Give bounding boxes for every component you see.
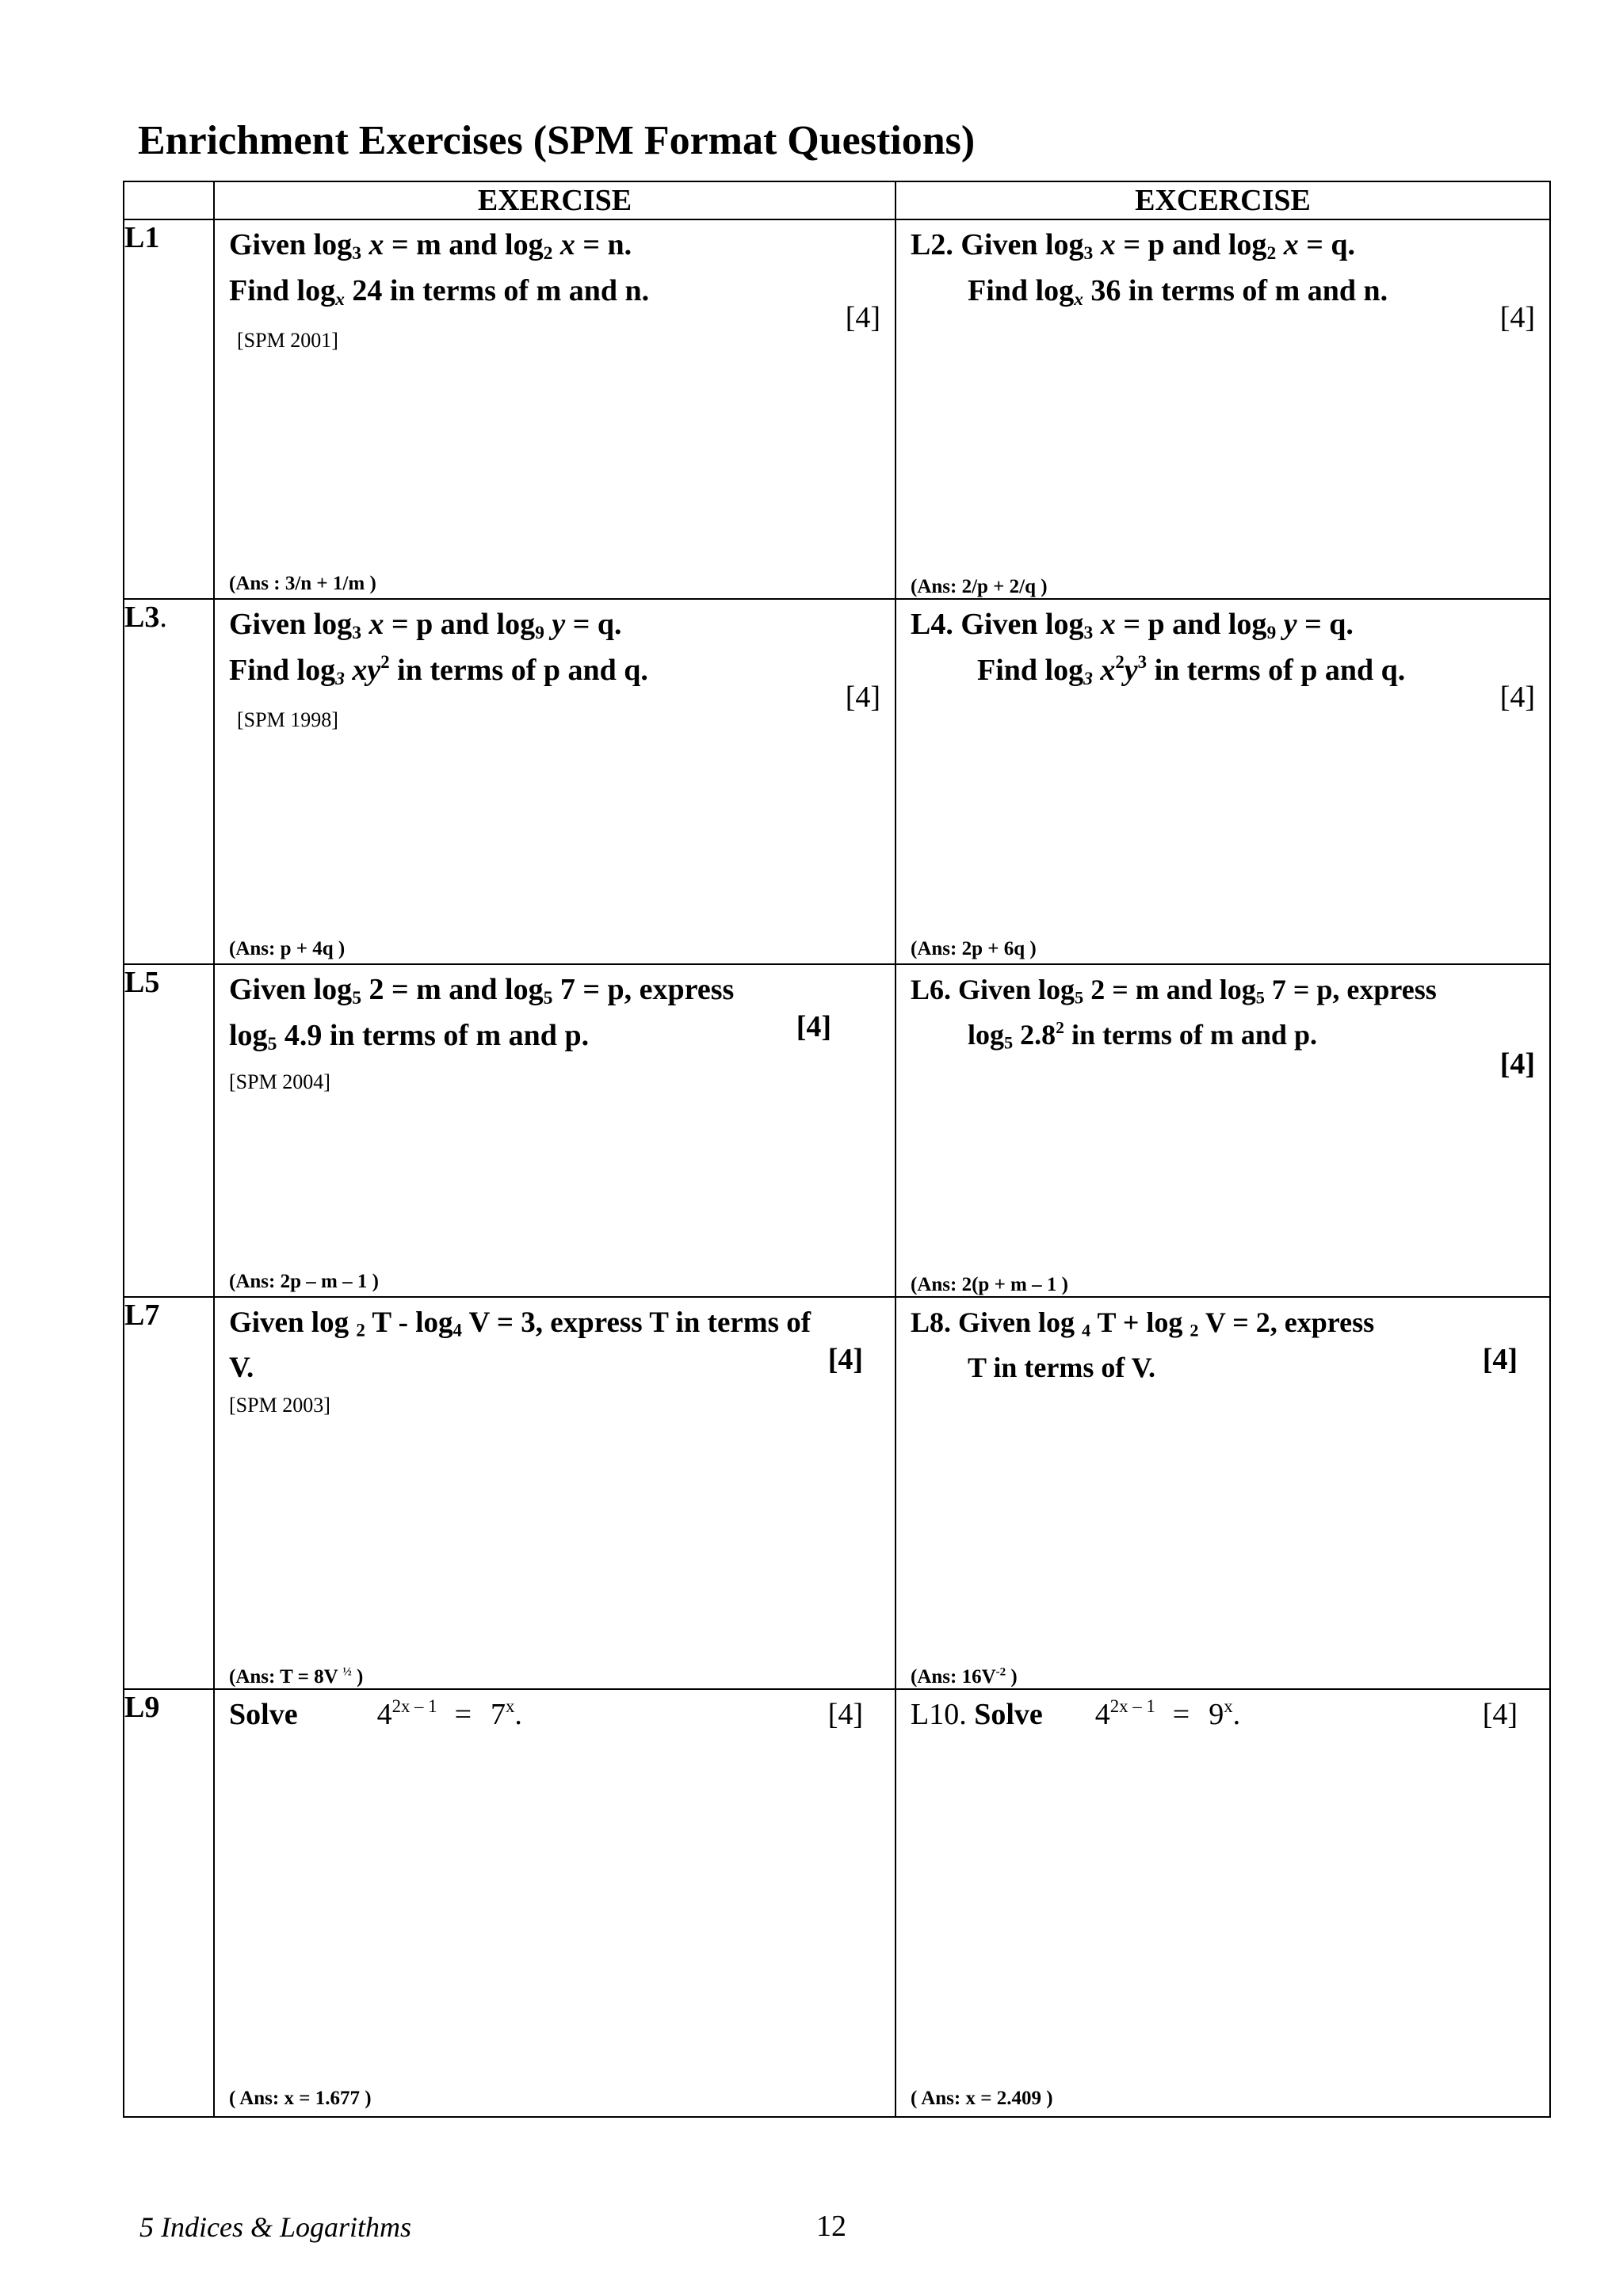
header-exercise-left: EXERCISE [214,181,896,219]
answer-note: (Ans: 2/p + 2/q ) [911,576,1048,597]
answer-note: (Ans: 2p – m – 1 ) [229,1271,379,1292]
source-note: [SPM 2003] [229,1393,330,1417]
marks: [4] [1499,681,1535,714]
marks: [4] [1499,1047,1535,1081]
source-note: [SPM 2004] [229,1070,330,1093]
question-l7: Given log $_2$ $T - \log_4 V = 3$, express T in terms of V. [SPM 2003] [4] (Ans: T = 8V $^{\frac{1}{2}}$ ) [214,1297,896,1689]
marks: [4] [1499,301,1535,334]
marks: [4] [845,301,880,334]
exercise-row [124,1297,1550,1689]
row-label: L7 [124,1297,214,1689]
answer-note: (Ans: $16V^{-2}$ ) [911,1665,1018,1688]
header-exercise-right: EXCERCISE [896,181,1550,219]
answer-note: (Ans: 2p + 6q ) [911,938,1037,959]
answer-note: ( Ans: x = 2.409 ) [911,2088,1053,2109]
question-l1: Given $\log_3 x = m$ and $\log_2 x = n$. Find $\log_x 24$ in terms of m and n. [SPM 2001] [4] (Ans : 3/n + 1/m ) [214,219,896,599]
answer-note: (Ans : 3/n + 1/m ) [229,573,376,594]
marks: [4] [1482,1698,1518,1731]
marks: [4] [827,1343,863,1376]
row-label: L1 [124,219,214,599]
table-header-row [124,181,1550,219]
exercise-row [124,964,1550,1297]
exercise-table [123,181,1551,2118]
source-note: [SPM 1998] [237,707,338,731]
answer-note: (Ans: 2(p + m – 1 ) [911,1274,1068,1295]
page-number: 12 [816,2210,846,2243]
exercise-row [124,599,1550,964]
question-l9: Solve $4^{2x - 1} = 7^x$. [4] ( Ans: x = 1.677 ) [214,1689,896,2117]
question-l4: L4. Given $\log_3 x = p$ and $\log_9 y = q$. Find $\log_3 x^2y^3$ in terms of p and q. [4] (Ans: 2p + 6q ) [896,599,1550,964]
exercise-row [124,1689,1550,2117]
question-l8: L8. Given log $_4$ T + log $_2$ V = 2, express T in terms of V. [4] (Ans: $16V^{-2}$ ) [896,1297,1550,1689]
question-l6: L6. Given $\log_5 2 = m$ and $\log_5 7 = p$, express $\log_5 2.8^2$ in terms of m and p. [4] (Ans: 2(p + m – 1 ) [896,964,1550,1297]
answer-note: (Ans: p + 4q ) [229,938,346,959]
exercise-row [124,219,1550,599]
question-l2: L2. Given $\log_3 x = p$ and $\log_2 x = q$. Find $\log_x 36$ in terms of m and n. [4] (Ans: 2/p + 2/q ) [896,219,1550,599]
row-label: L5 [124,964,214,1297]
page-title: Enrichment Exercises (SPM Format Questions) [138,118,976,163]
marks: [4] [1482,1343,1518,1376]
marks: [4] [796,1010,831,1043]
question-l10: L10. Solve $4^{2x - 1} = 9^x$. [4] ( Ans: x = 2.409 ) [896,1689,1550,2117]
answer-note: (Ans: T = 8V $^{\frac{1}{2}}$ ) [229,1665,364,1688]
question-l5: Given $\log_5 2 = m$ and $\log_5 7 = p$, express $\log_5 4.9$ in terms of m and p. [SPM 2004] [4] (Ans: 2p – m – 1 ) [214,964,896,1297]
answer-note: ( Ans: x = 1.677 ) [229,2088,372,2109]
row-label: L9 [124,1689,214,2117]
marks: [4] [845,681,880,714]
footer-chapter: 5 Indices & Logarithms [139,2211,412,2243]
row-label: L3. [124,599,214,964]
question-l3: Given $\log_3 x = p$ and $\log_9 y = q$. Find $\log_3 xy^2$ in terms of p and q. [SPM 1998] [4] (Ans: p + 4q ) [214,599,896,964]
marks: [4] [827,1698,863,1731]
source-note: [SPM 2001] [237,328,338,352]
